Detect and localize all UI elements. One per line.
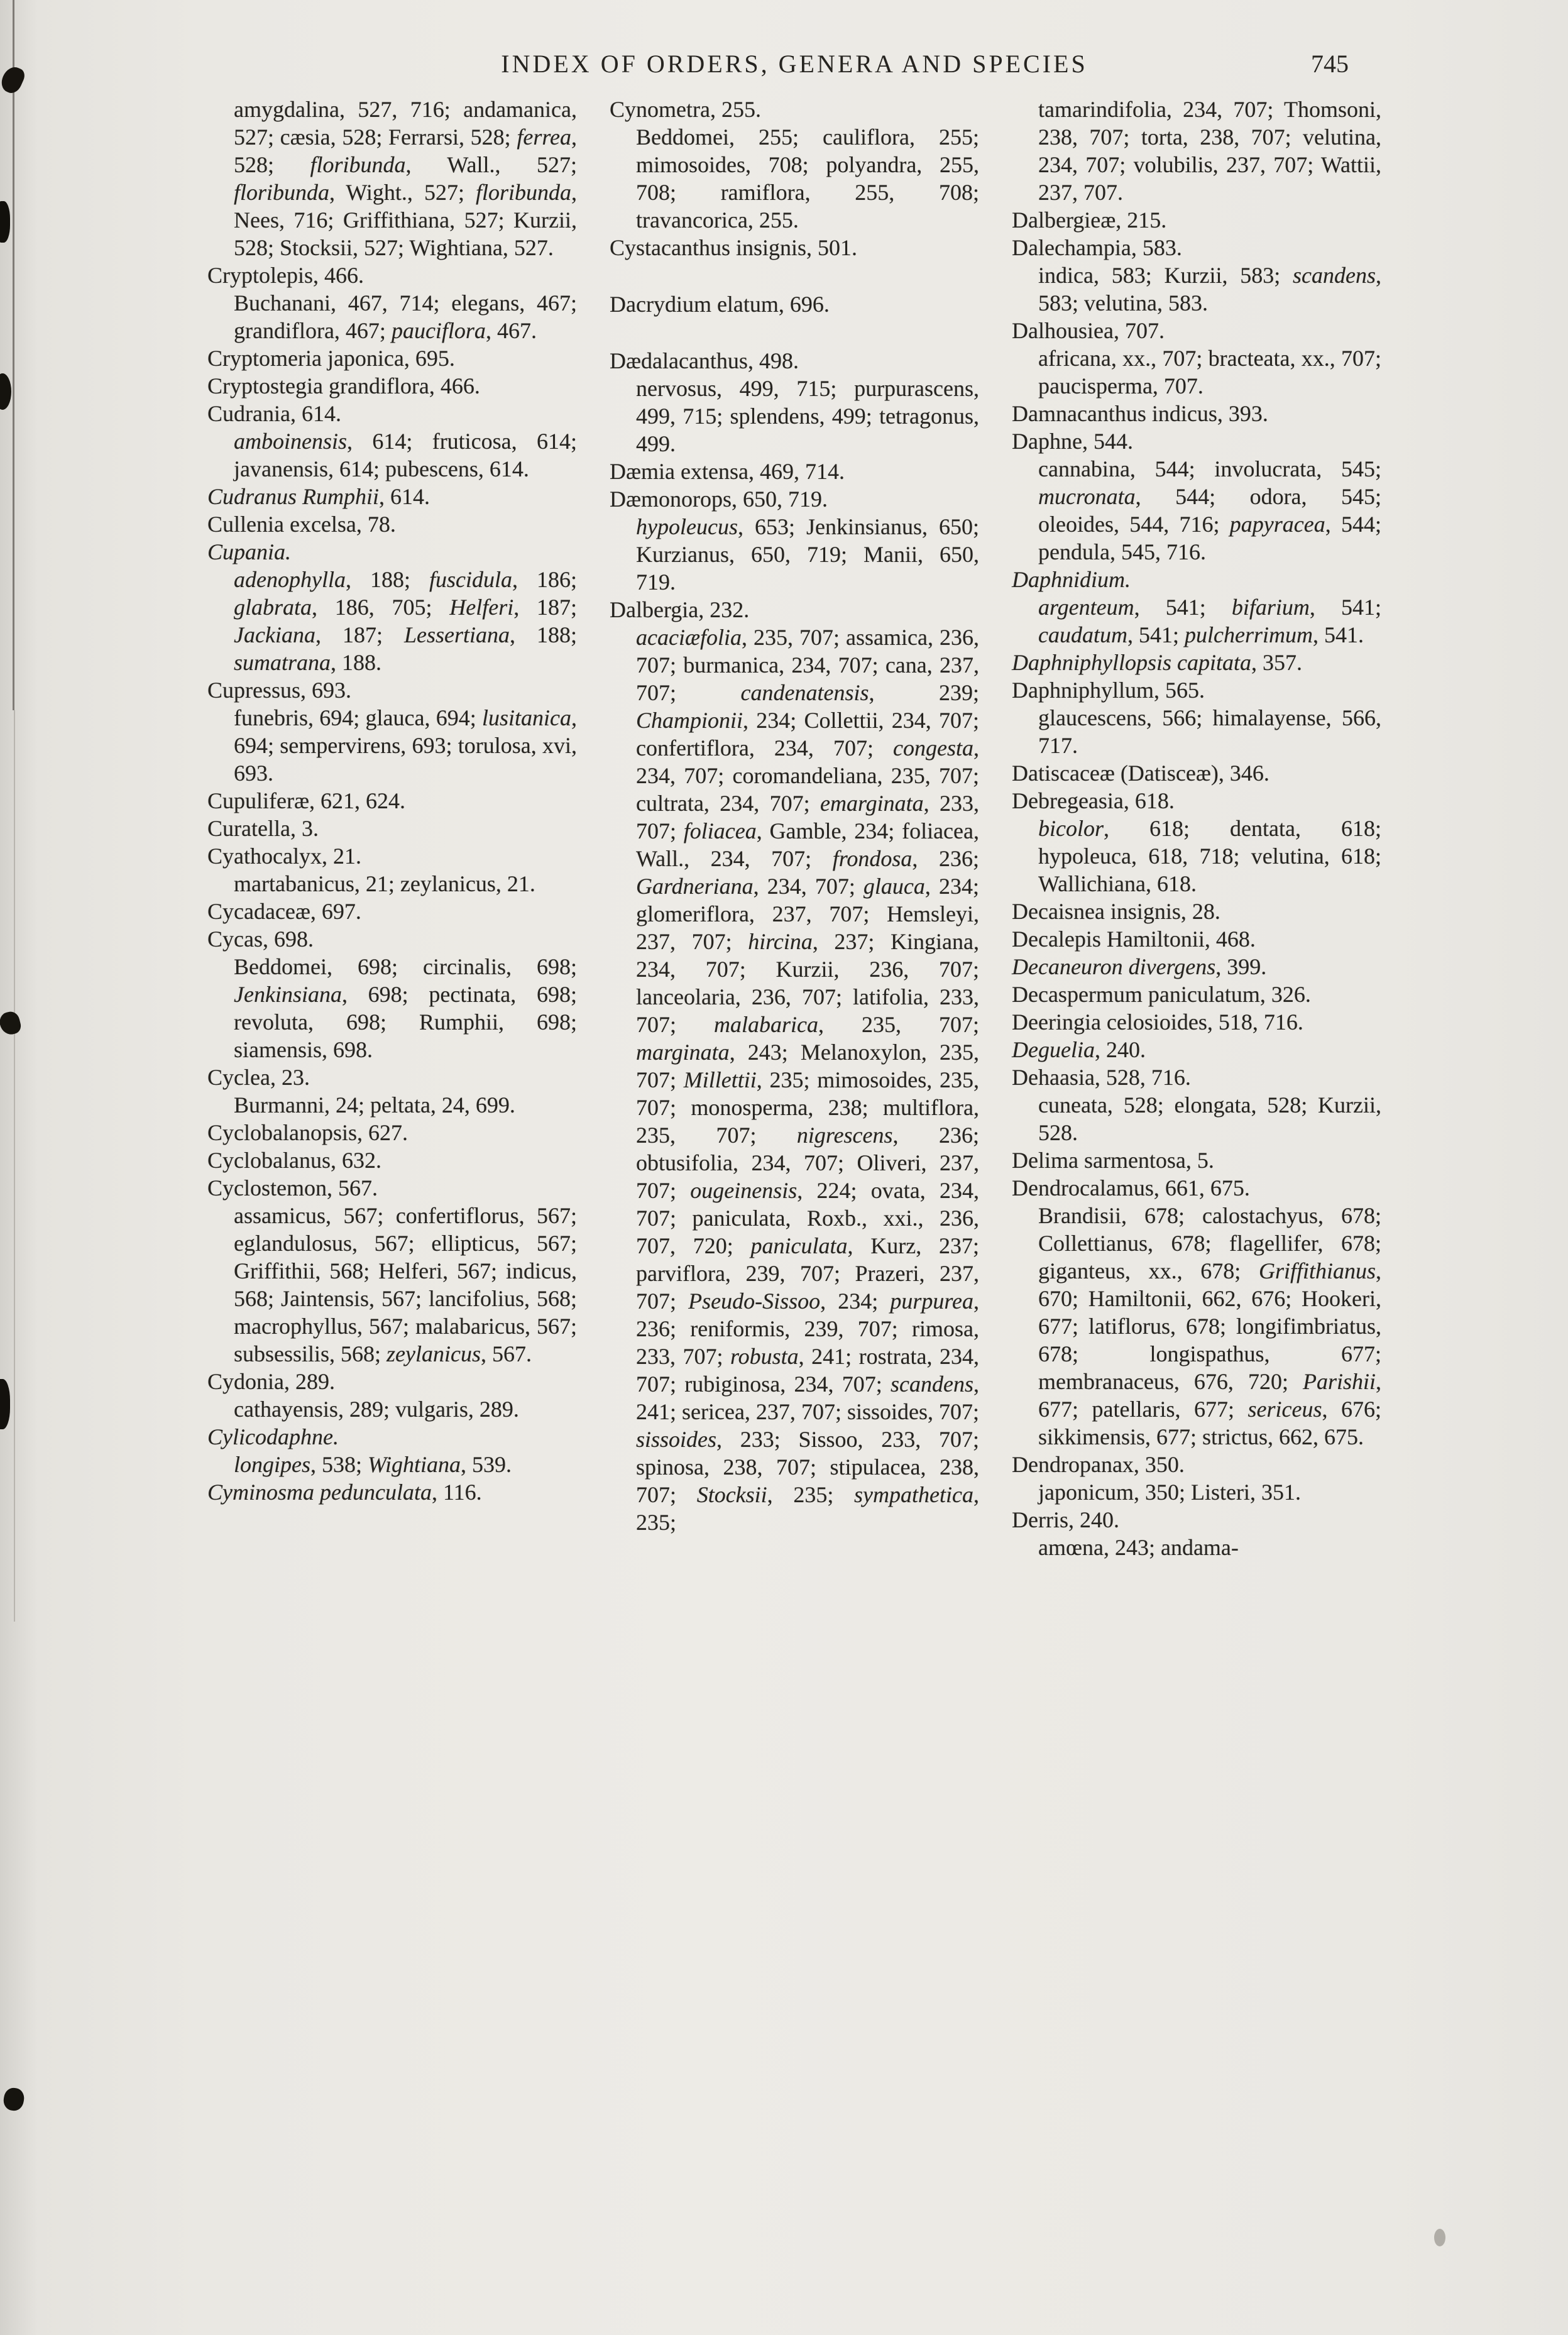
genus-entry: Dæmia extensa, 469, 714.	[610, 459, 845, 484]
ink-blot	[0, 63, 27, 96]
species-entry: adenophylla, 188; fuscidula, 186; glabrata, 186, 705; Helferi, 187; Jackiana, 187; Lessertiana, 188; sumatrana, 188.	[234, 567, 577, 675]
genus-entry: Curatella, 3.	[207, 816, 319, 841]
species-entry: cathayensis, 289; vulgaris, 289.	[234, 1397, 519, 1422]
genus-entry: Cycas, 698.	[207, 926, 314, 952]
genus-entry: Decaspermum paniculatum, 326.	[1012, 982, 1311, 1007]
genus-entry: Cullenia excelsa, 78.	[207, 512, 396, 537]
genus-entry: Cycadaceæ, 697.	[207, 899, 361, 924]
species-entry: longipes, 538; Wightiana, 539.	[234, 1452, 512, 1477]
genus-entry: Cyclostemon, 567.	[207, 1175, 378, 1200]
genus-entry: Cupania.	[207, 539, 292, 564]
genus-entry: Cydonia, 289.	[207, 1369, 335, 1394]
species-entry: cuneata, 528; elongata, 528; Kurzii, 528.	[1038, 1092, 1381, 1145]
page-content	[207, 49, 1381, 1561]
species-entry: nervosus, 499, 715; purpurascens, 499, 715; splendens, 499; tetragonus, 499.	[636, 376, 979, 456]
ink-blot	[2, 2087, 25, 2112]
ink-blot	[0, 373, 11, 410]
species-entry: africana, xx., 707; bracteata, xx., 707; paucisperma, 707.	[1038, 346, 1381, 398]
genus-entry: Delima sarmentosa, 5.	[1012, 1148, 1214, 1173]
species-entry: bicolor, 618; dentata, 618; hypoleuca, 618, 718; velutina, 618; Wallichiana, 618.	[1038, 816, 1381, 896]
genus-entry: Daphnidium.	[1012, 567, 1131, 592]
genus-entry: Dacrydium elatum, 696.	[610, 292, 830, 317]
genus-entry: Dalbergia, 232.	[610, 597, 750, 622]
genus-entry: Cylicodaphne.	[207, 1424, 339, 1449]
species-entry: funebris, 694; glauca, 694; lusitanica, 694; sempervirens, 693; torulosa, xvi, 693.	[234, 705, 577, 786]
genus-entry: Cyclobalanus, 632.	[207, 1148, 381, 1173]
genus-entry: Cyclobalanopsis, 627.	[207, 1120, 408, 1145]
genus-entry: Dalhousiea, 707.	[1012, 318, 1165, 343]
species-entry: japonicum, 350; Listeri, 351.	[1038, 1480, 1301, 1505]
genus-entry: Daphniphyllopsis capitata, 357.	[1012, 650, 1302, 675]
genus-entry: Debregeasia, 618.	[1012, 788, 1175, 813]
species-entry: acaciæfolia, 235, 707; assamica, 236, 707; burmanica, 234, 707; cana, 237, 707; candenatensis, 239; Championii, 234; Collettii, 234, 707; confertiflora, 234, 707; congesta, 234, 707; coromandeliana, 235, 707; cultrata, 234, 707; emarginata, 233, 707; foliacea, Gamble, 234; foliacea, Wall., 234, 707; frondosa, 236; Gardneriana, 234, 707; glauca, 234; glomeriflora, 237, 707; Hemsleyi, 237, 707; hircina, 237; Kingiana, 234, 707; Kurzii, 236, 707; lanceolaria, 236, 707; latifolia, 233, 707; malabarica, 235, 707; marginata, 243; Melanoxylon, 235, 707; Millettii, 235; mimosoides, 235, 707; monosperma, 238; multiflora, 235, 707; nigrescens, 236; obtusifolia, 234, 707; Oliveri, 237, 707; ougeinensis, 224; ovata, 234, 707; paniculata, Roxb., xxi., 236, 707, 720; paniculata, Kurz, 237; parviflora, 239, 707; Prazeri, 237, 707; Pseudo-Sissoo, 234; purpurea, 236; reniformis, 239, 707; rimosa, 233, 707; robusta, 241; rostrata, 234, 707; rubiginosa, 234, 707; scandens, 241; sericea, 237, 707; sissoides, 707; sissoides, 233; Sissoo, 233, 707; spinosa, 238, 707; stipulacea, 238, 707; Stocksii, 235; sympathetica, 235;	[636, 625, 980, 1535]
genus-entry: Cyclea, 23.	[207, 1065, 310, 1090]
genus-entry: Dalbergieæ, 215.	[1012, 207, 1167, 233]
index-columns	[207, 96, 1381, 1561]
genus-entry: Cryptomeria japonica, 695.	[207, 346, 455, 371]
scan-smudge	[1434, 2229, 1445, 2246]
genus-entry: Damnacanthus indicus, 393.	[1012, 401, 1268, 426]
genus-entry: Dendropanax, 350.	[1012, 1452, 1185, 1477]
index-column-1	[207, 96, 577, 1561]
genus-entry: Daphniphyllum, 565.	[1012, 678, 1205, 703]
ink-blot	[0, 1010, 23, 1037]
genus-entry: Cryptolepis, 466.	[207, 263, 364, 288]
genus-entry: Daphne, 544.	[1012, 429, 1133, 454]
species-entry: amboinensis, 614; fruticosa, 614; javanensis, 614; pubescens, 614.	[234, 429, 577, 481]
genus-entry: Cyminosma pedunculata, 116.	[207, 1480, 482, 1505]
species-entry: Beddomei, 698; circinalis, 698; Jenkinsiana, 698; pectinata, 698; revoluta, 698; Rumphii, 698; siamensis, 698.	[234, 954, 577, 1062]
ink-blot	[0, 201, 10, 243]
genus-entry: Dehaasia, 528, 716.	[1012, 1065, 1191, 1090]
genus-entry: Cupuliferæ, 621, 624.	[207, 788, 405, 813]
species-entry: amygdalina, 527, 716; andamanica, 527; cæsia, 528; Ferrarsi, 528; ferrea, 528; floribunda, Wall., 527; floribunda, Wight., 527; floribunda, Nees, 716; Griffithiana, 527; Kurzii, 528; Stocksii, 527; Wightiana, 527.	[234, 97, 577, 260]
index-column-2	[610, 96, 979, 1561]
genus-entry: Cupressus, 693.	[207, 678, 352, 703]
species-entry: indica, 583; Kurzii, 583; scandens, 583; velutina, 583.	[1038, 263, 1381, 316]
species-entry: martabanicus, 21; zeylanicus, 21.	[234, 871, 535, 896]
species-entry: Beddomei, 255; cauliflora, 255; mimosoides, 708; polyandra, 255, 708; ramiflora, 255, 708; travancorica, 255.	[636, 124, 979, 233]
genus-entry: Cyathocalyx, 21.	[207, 843, 361, 869]
species-entry: Buchanani, 467, 714; elegans, 467; grandiflora, 467; pauciflora, 467.	[234, 290, 577, 343]
species-entry: glaucescens, 566; himalayense, 566, 717.	[1038, 705, 1381, 758]
index-column-3	[1012, 96, 1381, 1561]
page-title: INDEX OF ORDERS, GENERA AND SPECIES	[501, 50, 1088, 78]
ink-blot	[0, 1379, 10, 1429]
species-entry: argenteum, 541; bifarium, 541; caudatum, 541; pulcherrimum, 541.	[1038, 595, 1381, 647]
genus-entry: Dæmonorops, 650, 719.	[610, 486, 828, 512]
genus-entry: Derris, 240.	[1012, 1507, 1119, 1532]
genus-entry: Dalechampia, 583.	[1012, 235, 1182, 260]
binding-line-faint	[14, 710, 15, 1622]
genus-entry: Cystacanthus insignis, 501.	[610, 235, 857, 260]
species-entry: amœna, 243; andama-	[1038, 1535, 1239, 1560]
species-entry: Burmanni, 24; peltata, 24, 699.	[234, 1092, 515, 1118]
genus-entry: Cynometra, 255.	[610, 97, 761, 122]
species-entry: hypoleucus, 653; Jenkinsianus, 650; Kurzianus, 650, 719; Manii, 650, 719.	[636, 514, 979, 595]
binding-line	[13, 0, 14, 710]
genus-entry: Decaneuron divergens, 399.	[1012, 954, 1267, 979]
genus-entry: Decalepis Hamiltonii, 468.	[1012, 926, 1256, 952]
genus-entry: Deguelia, 240.	[1012, 1037, 1146, 1062]
genus-entry: Dædalacanthus, 498.	[610, 348, 799, 373]
species-entry: assamicus, 567; confertiflorus, 567; eglandulosus, 567; ellipticus, 567; Griffithii, 568; Helferi, 567; indicus, 568; Jaintensis, 567; lancifolius, 568; macrophyllus, 567; malabaricus, 567; subsessilis, 568; zeylanicus, 567.	[234, 1203, 577, 1366]
genus-entry: Decaisnea insignis, 28.	[1012, 899, 1220, 924]
genus-entry: Dendrocalamus, 661, 675.	[1012, 1175, 1250, 1200]
species-entry: Brandisii, 678; calostachyus, 678; Collettianus, 678; flagellifer, 678; giganteus, xx., 678; Griffithianus, 670; Hamiltonii, 662, 676; Hookeri, 677; latiflorus, 678; longifimbriatus, 678; longispathus, 677; membranaceus, 676, 720; Parishii, 677; patellaris, 677; sericeus, 676; sikkimensis, 677; strictus, 662, 675.	[1038, 1203, 1381, 1449]
page-number: 745	[1311, 50, 1349, 78]
genus-entry: Datiscaceæ (Datisceæ), 346.	[1012, 761, 1269, 786]
genus-entry: Cudrania, 614.	[207, 401, 341, 426]
genus-entry: Deeringia celosioides, 518, 716.	[1012, 1009, 1303, 1035]
genus-entry: Cudranus Rumphii, 614.	[207, 484, 430, 509]
genus-entry: Cryptostegia grandiflora, 466.	[207, 373, 480, 398]
page-header	[207, 49, 1381, 85]
species-entry: tamarindifolia, 234, 707; Thomsoni, 238, 707; torta, 238, 707; velutina, 234, 707; volubilis, 237, 707; Wattii, 237, 707.	[1038, 97, 1381, 205]
species-entry: cannabina, 544; involucrata, 545; mucronata, 544; odora, 545; oleoides, 544, 716; papyracea, 544; pendula, 545, 716.	[1038, 456, 1381, 564]
